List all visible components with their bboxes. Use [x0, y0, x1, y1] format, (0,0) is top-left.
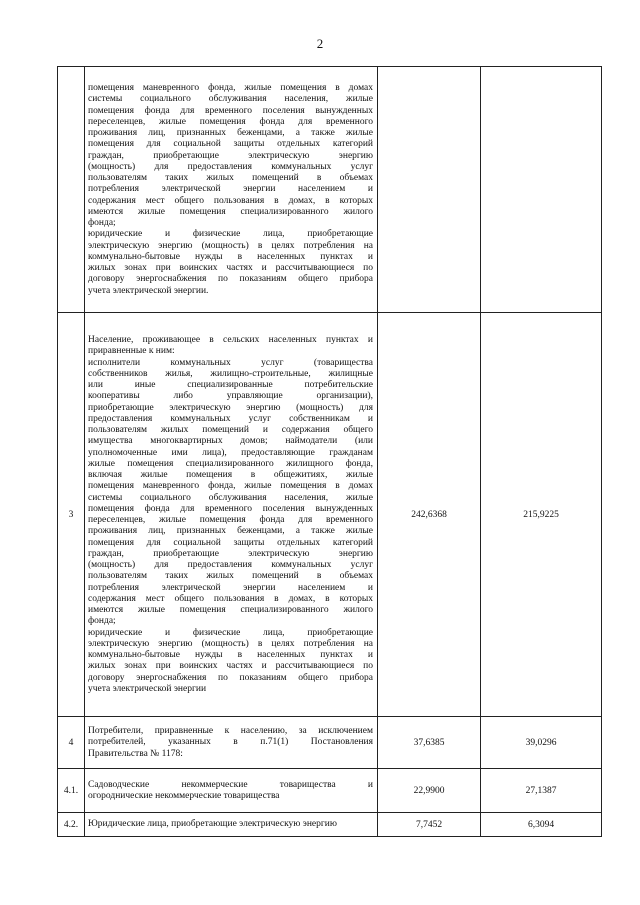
text-line: имеются жилые помещения специализированного жилого [88, 605, 373, 615]
tariff-value-first-half [378, 67, 481, 313]
text-line: жилые помещения специализированного жилищного фонда, [88, 458, 373, 469]
text-line: юридические и физические лица, приобретающие [88, 229, 373, 240]
page-number: 2 [316, 36, 324, 51]
text-line: помещения маневренного фонда, жилые помещения в домах [88, 83, 373, 94]
table-row [58, 813, 602, 837]
text-line: исполнители коммунальных услуг (товарищества [88, 357, 373, 368]
text-line: (мощность) для предоставления коммунальных услуг [88, 560, 373, 570]
row-number: 3 [58, 313, 85, 717]
text-line: имущества многоквартирных домов; наймодатели (или [88, 436, 373, 447]
text-line: коммунально-бытовые нужды в населенных пунктах и [88, 650, 373, 660]
text-line: фонда; [88, 616, 116, 627]
text-line: системы социального обслуживания населения, жилые [88, 94, 373, 105]
text-line: приравненные к ним: [88, 346, 175, 357]
text-line: потребителей, указанных в п.71(1) Постановления [88, 737, 373, 748]
tariff-value-second-half: 6,3094 [481, 813, 602, 837]
text-line: содержания мест общего пользования в домах, в которых [88, 593, 373, 604]
tariff-value-first-half: 7,7452 [378, 813, 481, 837]
text-line: фонда; [88, 218, 116, 229]
text-line: Потребители, приравненные к населению, за исключением [88, 726, 373, 737]
text-line: жилых зонах при воинских частях и рассчитывающиеся по [88, 661, 373, 672]
text-line: договору энергоснабжения по показаниям общего прибора [88, 274, 373, 285]
text-line: электрическую энергию (мощность) в целях потребления на [88, 638, 373, 649]
consumer-description [85, 769, 378, 813]
text-line: граждан, приобретающие электрическую энергию [88, 548, 373, 559]
text-line: юридические и физические лица, приобретающие [88, 627, 373, 638]
text-line: помещения маневренного фонда, жилые помещения в домах [88, 481, 373, 492]
text-line: помещения для социальной защиты отдельных категорий [88, 537, 373, 548]
tariff-value-first-half: 37,6385 [378, 717, 481, 769]
text-line: проживания лиц, признанных беженцами, а также жилые [88, 128, 373, 139]
text-line: переселенцев, жилые помещения фонда для временного [88, 116, 373, 127]
text-line: пользователям таких жилых помещений в объемах [88, 571, 373, 582]
text-line: приобретающие электрическую энергию (мощность) для [88, 402, 373, 413]
row-number [58, 67, 85, 313]
text-line: (мощность) для предоставления коммунальных услуг [88, 161, 373, 172]
tariff-value-second-half: 27,1387 [481, 769, 602, 813]
table-row [58, 313, 602, 717]
text-line: коммунально-бытовые нужды в населенных пунктах и [88, 251, 373, 262]
table-row [58, 67, 602, 313]
tariff-value-first-half: 22,9900 [378, 769, 481, 813]
text-line: включая жилые помещения в общежитиях, жилые [88, 470, 373, 480]
text-line: содержания мест общего пользования в домах, в которых [88, 195, 373, 206]
consumer-description [85, 313, 378, 717]
text-line: предоставления коммунальных услуг собственникам и [88, 413, 373, 424]
tariff-table [57, 66, 602, 837]
tariff-value-second-half [481, 67, 602, 313]
text-line: переселенцев, жилые помещения фонда для временного [88, 515, 373, 525]
text-line: электрическую энергию (мощность) в целях потребления на [88, 240, 373, 251]
text-line: пользователям таких жилых помещений в объемах [88, 173, 373, 184]
text-line: договору энергоснабжения по показаниям общего прибора [88, 672, 373, 683]
text-line: пользователям жилых помещений и содержания общего [88, 425, 373, 435]
text-line: Население, проживающее в сельских населенных пунктах и [88, 335, 373, 345]
text-line: Садоводческие некоммерческие товарищества и [88, 779, 373, 790]
text-line: уполномоченные ими лица), предоставляющие гражданам [88, 447, 373, 458]
text-line: проживания лиц, признанных беженцами, а также жилые [88, 526, 373, 537]
tariff-value-second-half: 39,0296 [481, 717, 602, 769]
consumer-description [85, 67, 378, 313]
text-line: собственников жилья, жилищно-строительные, жилищные [88, 368, 373, 379]
table-row [58, 769, 602, 813]
row-number: 4.2. [58, 813, 85, 837]
text-line: или иные специализированные потребительские [88, 380, 373, 390]
tariff-value-first-half: 242,6368 [378, 313, 481, 717]
text-line: помещения фонда для временного поселения вынужденных [88, 503, 373, 514]
row-number: 4 [58, 717, 85, 769]
table-row [58, 717, 602, 769]
text-line: потребления электрической энергии населением и [88, 184, 373, 195]
text-line: потребления электрической энергии населением и [88, 582, 373, 593]
text-line: имеются жилые помещения специализированного жилого [88, 206, 373, 217]
text-line: Юридические лица, приобретающие электрическую энергию [88, 819, 337, 830]
text-line: учета электрической энергии [88, 683, 207, 694]
text-line: учета электрической энергии. [88, 285, 209, 296]
tariff-value-second-half: 215,9225 [481, 313, 602, 717]
text-line: кооперативы либо управляющие организации), [88, 391, 373, 402]
text-line: огороднические некоммерческие товарищества [88, 791, 280, 801]
consumer-description [85, 813, 378, 837]
row-number: 4.1. [58, 769, 85, 813]
consumer-description [85, 717, 378, 769]
text-line: системы социального обслуживания населения, жилые [88, 492, 373, 503]
text-line: жилых зонах при воинских частях и рассчитывающиеся по [88, 263, 373, 274]
text-line: помещения фонда для временного поселения вынужденных [88, 105, 373, 116]
text-line: помещения для социальной защиты отдельных категорий [88, 139, 373, 150]
text-line: Правительства № 1178: [88, 748, 183, 759]
text-line: граждан, приобретающие электрическую энергию [88, 150, 373, 161]
